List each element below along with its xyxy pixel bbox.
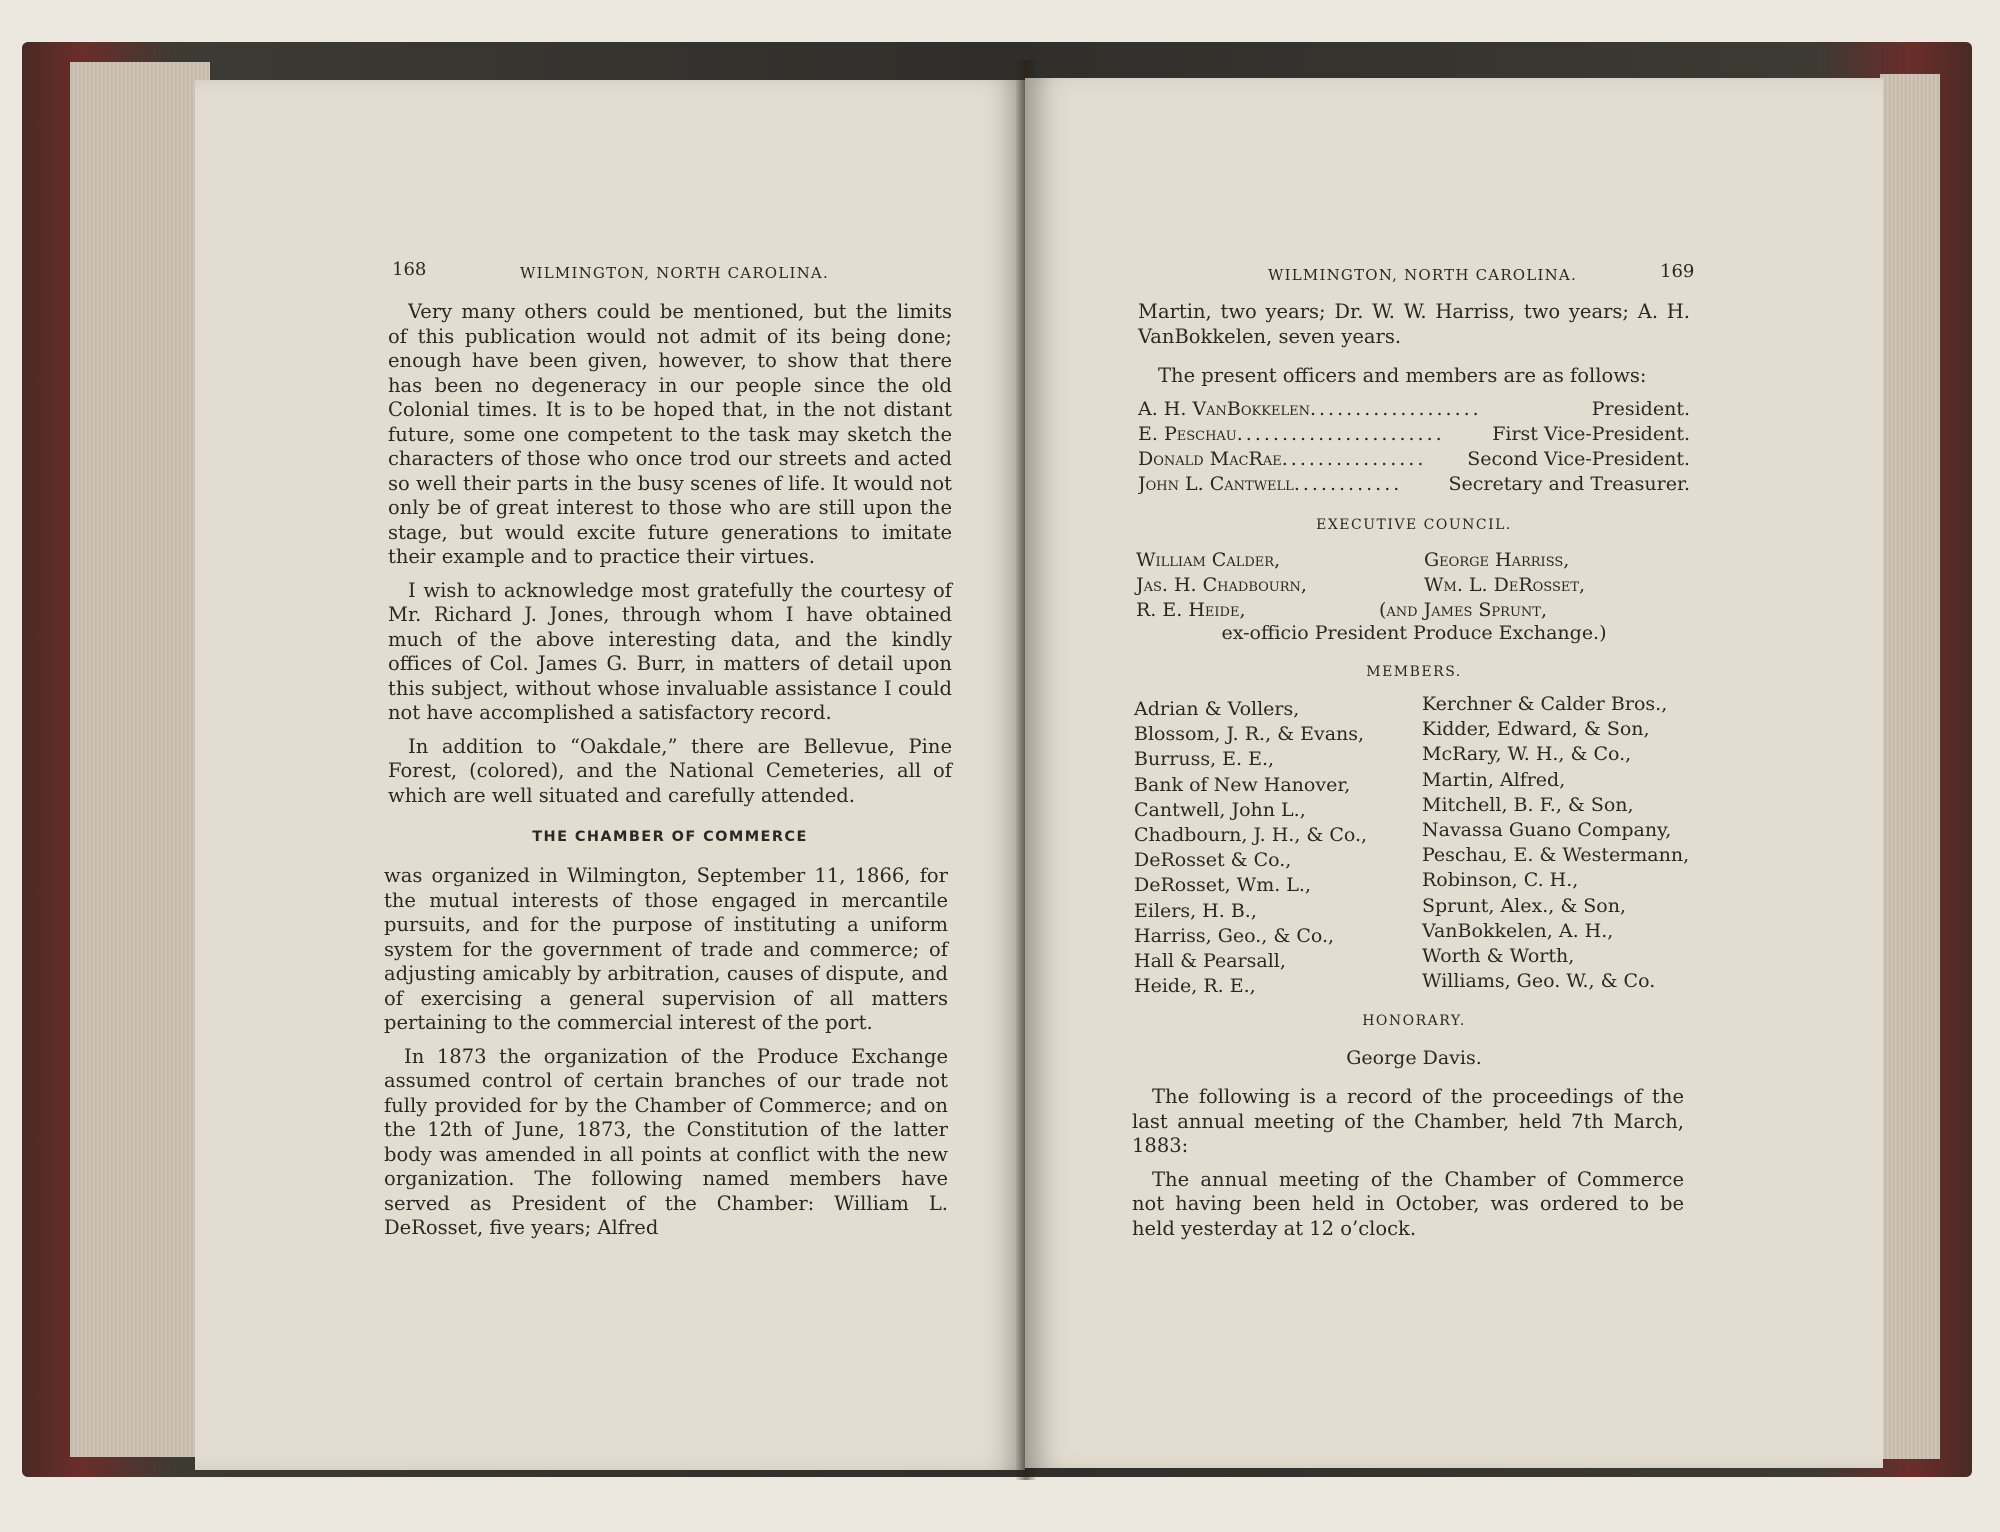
member-name: Mitchell, B. F., & Son, xyxy=(1422,793,1634,816)
member-name: DeRosset, Wm. L., xyxy=(1134,874,1312,897)
paragraph: The following is a record of the proceedings of the last annual meeting of the Chamber, held 7th March, 1883: xyxy=(1132,1085,1684,1157)
executive-right-column xyxy=(1379,548,1586,624)
leader-dots: ................ xyxy=(1281,448,1427,470)
member-name: Adrian & Vollers, xyxy=(1134,698,1300,720)
member-name: Harriss, Geo., & Co., xyxy=(1134,924,1335,947)
paragraph: I wish to acknowledge most gratefully the courtesy of Mr. Richard J. Jones, through whom I have obtained much of the above interesting data, and the kindly offices of Col. James G. Burr, in matters of detail upon this subject, without whose invaluable assistance I could not have accomplished a satisfactory record. xyxy=(388,578,952,724)
member-name: Kerchner & Calder Bros., xyxy=(1422,693,1668,715)
member-name: Peschau, E. & Westermann, xyxy=(1422,844,1690,867)
right-running-head: WILMINGTON, NORTH CAROLINA. xyxy=(1268,266,1577,284)
executive-left-column xyxy=(1136,548,1307,624)
left-page-number: 168 xyxy=(392,259,427,280)
officer-row xyxy=(1138,448,1690,472)
members-left-column xyxy=(1134,697,1367,999)
members-right-column xyxy=(1422,692,1689,994)
paragraph: The annual meeting of the Chamber of Commerce not having been held in October, was ordered to be held yesterday at 12 o’clock. xyxy=(1132,1167,1684,1240)
member-name: Worth & Worth, xyxy=(1422,945,1575,968)
council-member: Jas. H. Chadbourn, xyxy=(1136,574,1307,597)
page-edges-right xyxy=(1880,74,1940,1459)
council-member: William Calder, xyxy=(1136,549,1281,571)
member-name: Chadbourn, J. H., & Co., xyxy=(1134,824,1368,847)
member-name: Cantwell, John L., xyxy=(1134,798,1306,821)
paragraph: In addition to “Oakdale,” there are Bellevue, Pine Forest, (colored), and the National Cemeteries, all of which are well situated and carefully attended. xyxy=(388,734,952,807)
leader-dots: ............ xyxy=(1293,473,1403,495)
honorary-member: George Davis. xyxy=(1346,1047,1482,1069)
officer-name: E. Peschau xyxy=(1138,423,1237,445)
left-text-top xyxy=(388,300,952,817)
left-text-bottom xyxy=(384,864,948,1250)
member-name: Martin, Alfred, xyxy=(1422,768,1566,791)
closing-text xyxy=(1132,1085,1684,1250)
member-name: VanBokkelen, A. H., xyxy=(1422,919,1614,942)
member-name: Eilers, H. B., xyxy=(1134,899,1257,922)
executive-council-heading: EXECUTIVE COUNCIL. xyxy=(1316,517,1512,533)
member-name: DeRosset & Co., xyxy=(1134,849,1292,872)
council-member: R. E. Heide, xyxy=(1136,599,1246,622)
right-page-number: 169 xyxy=(1660,261,1695,282)
officers-intro xyxy=(1138,364,1690,398)
officer-row xyxy=(1138,423,1690,447)
leader-dots: ....................... xyxy=(1236,423,1445,445)
officer-title: First Vice-President. xyxy=(1492,423,1690,445)
members-heading: MEMBERS. xyxy=(1366,664,1462,680)
officer-name: Donald MacRae xyxy=(1138,448,1282,470)
paragraph: In 1873 the organization of the Produce Exchange assumed control of certain branches of our trade not fully provided for by the Chamber of Commerce; and on the 12th of June, 1873, the Constitution of the latter body was amended in all points at conflict with the new organization. The following named members have served as President of the Chamber: William L. DeRosset, five years; Alfred xyxy=(384,1044,948,1239)
officer-name: A. H. VanBokkelen xyxy=(1138,398,1310,420)
left-running-head: WILMINGTON, NORTH CAROLINA. xyxy=(520,264,829,282)
member-name: McRary, W. H., & Co., xyxy=(1422,743,1632,766)
council-member: (and James Sprunt, xyxy=(1379,599,1547,622)
member-name: Blossom, J. R., & Evans, xyxy=(1134,723,1365,746)
member-name: Bank of New Hanover, xyxy=(1134,773,1351,796)
officer-row xyxy=(1138,473,1690,497)
member-name: Burruss, E. E., xyxy=(1134,748,1275,771)
member-name: Sprunt, Alex., & Son, xyxy=(1422,894,1627,917)
paragraph: Very many others could be mentioned, but the limits of this publication would not admit of its being done; enough have been given, however, to show that there has been no degeneracy in our people since the old Colonial times. It is to be hoped that, in the not distant future, some one competent to the task may sketch the characters of those who once trod our streets and acted so well their parts in the busy scenes of life. It would not only be of great interest to those who are still upon the stage, but would excite future generations to imitate their example and to practice their virtues. xyxy=(388,300,952,568)
executive-note: ex-officio President Produce Exchange.) xyxy=(1221,622,1607,644)
leader-dots: ................... xyxy=(1309,398,1482,420)
member-name: Hall & Pearsall, xyxy=(1134,950,1286,973)
council-member: Wm. L. DeRosset, xyxy=(1424,574,1586,597)
member-name: Williams, Geo. W., & Co. xyxy=(1422,970,1656,993)
officer-title: President. xyxy=(1591,398,1690,420)
paragraph: was organized in Wilmington, September 11, 1866, for the mutual interests of those engaged in mercantile pursuits, and for the purpose of instituting a uniform system for the government of trade and commerce; of adjusting amicably by arbitration, causes of dispute, and of exercising a general supervision of all matters pertaining to the commercial interest of the port. xyxy=(384,864,948,1034)
honorary-heading: HONORARY. xyxy=(1362,1013,1466,1029)
member-name: Navassa Guano Company, xyxy=(1422,819,1672,842)
page-edges-left xyxy=(70,62,210,1457)
member-name: Heide, R. E., xyxy=(1134,975,1256,998)
officer-title: Second Vice-President. xyxy=(1467,448,1690,470)
officer-title: Secretary and Treasurer. xyxy=(1448,473,1690,495)
member-name: Robinson, C. H., xyxy=(1422,869,1579,892)
right-text-continued xyxy=(1138,300,1690,358)
officer-row xyxy=(1138,398,1690,422)
paragraph: Martin, two years; Dr. W. W. Harriss, two years; A. H. VanBokkelen, seven years. xyxy=(1138,300,1690,348)
section-heading: THE CHAMBER OF COMMERCE xyxy=(532,829,808,845)
paragraph: The present officers and members are as follows: xyxy=(1158,364,1647,387)
member-name: Kidder, Edward, & Son, xyxy=(1422,718,1650,741)
council-member: George Harriss, xyxy=(1424,549,1570,571)
officer-name: John L. Cantwell xyxy=(1138,473,1294,495)
